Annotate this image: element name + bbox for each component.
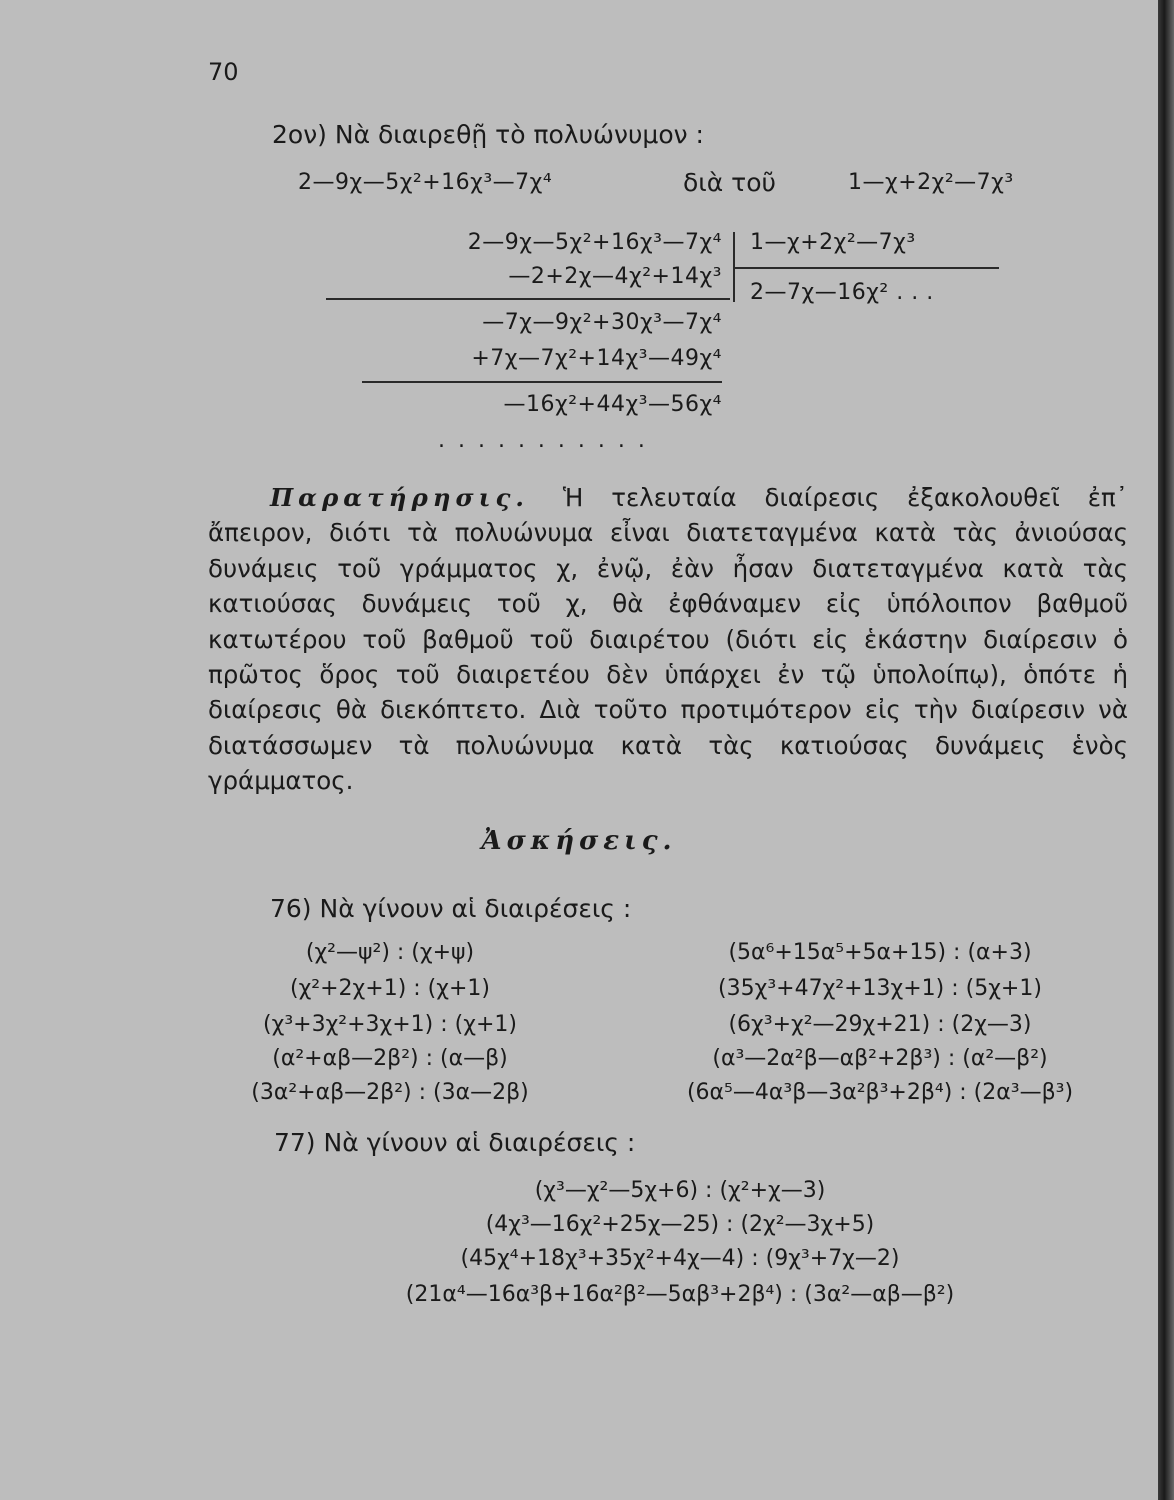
exercise-76-title: 76) Νὰ γίνουν αἱ διαιρέσεις : bbox=[270, 894, 632, 923]
page-number: 70 bbox=[208, 58, 239, 86]
problem-dividend: 2—9χ—5χ²+16χ³—7χ⁴ bbox=[298, 170, 553, 195]
problem-by-word: διὰ τοῦ bbox=[683, 168, 776, 197]
page-edge-shadow bbox=[1158, 0, 1174, 1500]
division-quotient: 2—7χ—16χ² . . . bbox=[750, 280, 934, 305]
division-divisor: 1—χ+2χ²—7χ³ bbox=[750, 230, 916, 255]
exercise-76-right-item: (6α⁵—4α³β—3α²β³+2β⁴) : (2α³—β³) bbox=[686, 1080, 1074, 1105]
exercise-76-left-item: (χ²+2χ+1) : (χ+1) bbox=[290, 976, 490, 1001]
exercise-76-left-item: (α²+αβ—2β²) : (α—β) bbox=[272, 1046, 508, 1071]
division-rule bbox=[326, 298, 730, 300]
division-line: —2+2χ—4χ²+14χ³ bbox=[508, 264, 722, 289]
remark-paragraph bbox=[208, 480, 1128, 799]
problem-divisor: 1—χ+2χ²—7χ³ bbox=[848, 170, 1014, 195]
exercises-heading: Ἀσκήσεις. bbox=[481, 826, 677, 856]
division-line: +7χ—7χ²+14χ³—49χ⁴ bbox=[471, 346, 722, 371]
division-ellipsis: . . . . . . . . . . . bbox=[438, 428, 648, 453]
division-line: —16χ²+44χ³—56χ⁴ bbox=[503, 392, 722, 417]
exercise-77-title: 77) Νὰ γίνουν αἱ διαιρέσεις : bbox=[274, 1128, 636, 1157]
problem-intro: 2ον) Νὰ διαιρεθῇ τὸ πολυώνυμον : bbox=[272, 120, 704, 149]
exercise-76-left-item: (3α²+αβ—2β²) : (3α—2β) bbox=[251, 1080, 529, 1105]
division-line: —7χ—9χ²+30χ³—7χ⁴ bbox=[482, 310, 722, 335]
quotient-rule bbox=[733, 267, 999, 269]
exercise-77-item: (χ³—χ²—5χ+6) : (χ²+χ—3) bbox=[534, 1178, 826, 1203]
division-rule bbox=[362, 381, 722, 383]
exercise-76-left-item: (χ³+3χ²+3χ+1) : (χ+1) bbox=[263, 1012, 517, 1037]
exercise-76-right-item: (35χ³+47χ²+13χ+1) : (5χ+1) bbox=[718, 976, 1042, 1001]
exercise-77-item: (21α⁴—16α³β+16α²β²—5αβ³+2β⁴) : (3α²—αβ—β²) bbox=[405, 1282, 955, 1307]
remark-label: Παρατήρησις. bbox=[270, 483, 529, 512]
exercise-77-item: (45χ⁴+18χ³+35χ²+4χ—4) : (9χ³+7χ—2) bbox=[460, 1246, 900, 1271]
exercise-76-left-item: (χ²—ψ²) : (χ+ψ) bbox=[305, 940, 475, 965]
exercise-76-right-item: (6χ³+χ²—29χ+21) : (2χ—3) bbox=[728, 1012, 1032, 1037]
exercise-76-right-item: (α³—2α²β—αβ²+2β³) : (α²—β²) bbox=[712, 1046, 1048, 1071]
exercise-77-item: (4χ³—16χ²+25χ—25) : (2χ²—3χ+5) bbox=[485, 1212, 875, 1237]
division-line: 2—9χ—5χ²+16χ³—7χ⁴ bbox=[467, 230, 722, 255]
exercise-76-right-item: (5α⁶+15α⁵+5α+15) : (α+3) bbox=[728, 940, 1032, 965]
remark-text: Ἡ τελευταία διαίρεσις ἐξακολουθεῖ ἐπ᾿ ἄπειρον, διότι τὰ πολυώνυμα εἶναι διατεταγμένα κατὰ τὰς ἀνιούσας δυνάμεις τοῦ γράμματος χ, ἐνῷ, ἐὰν ἦσαν διατεταγμένα κατὰ τὰς κατιούσας δυνάμεις τοῦ χ, θὰ ἐφθάναμεν εἰς ὑπόλοιπον βαθμοῦ κατωτέρου τοῦ βαθμοῦ τοῦ διαιρέτου (διότι εἰς ἑκάστην διαίρεσιν ὁ πρῶτος ὅρος τοῦ διαιρετέου δὲν ὑπάρχει ἐν τῷ ὑπολοίπῳ), ὁπότε ἡ διαίρεσις θὰ διεκόπτετο. Διὰ τοῦτο προτιμότερον εἰς τὴν διαίρεσιν νὰ διατάσσωμεν τὰ πολυώνυμα κατὰ τὰς κατιούσας δυνάμεις ἑνὸς γράμματος. bbox=[208, 483, 1128, 796]
